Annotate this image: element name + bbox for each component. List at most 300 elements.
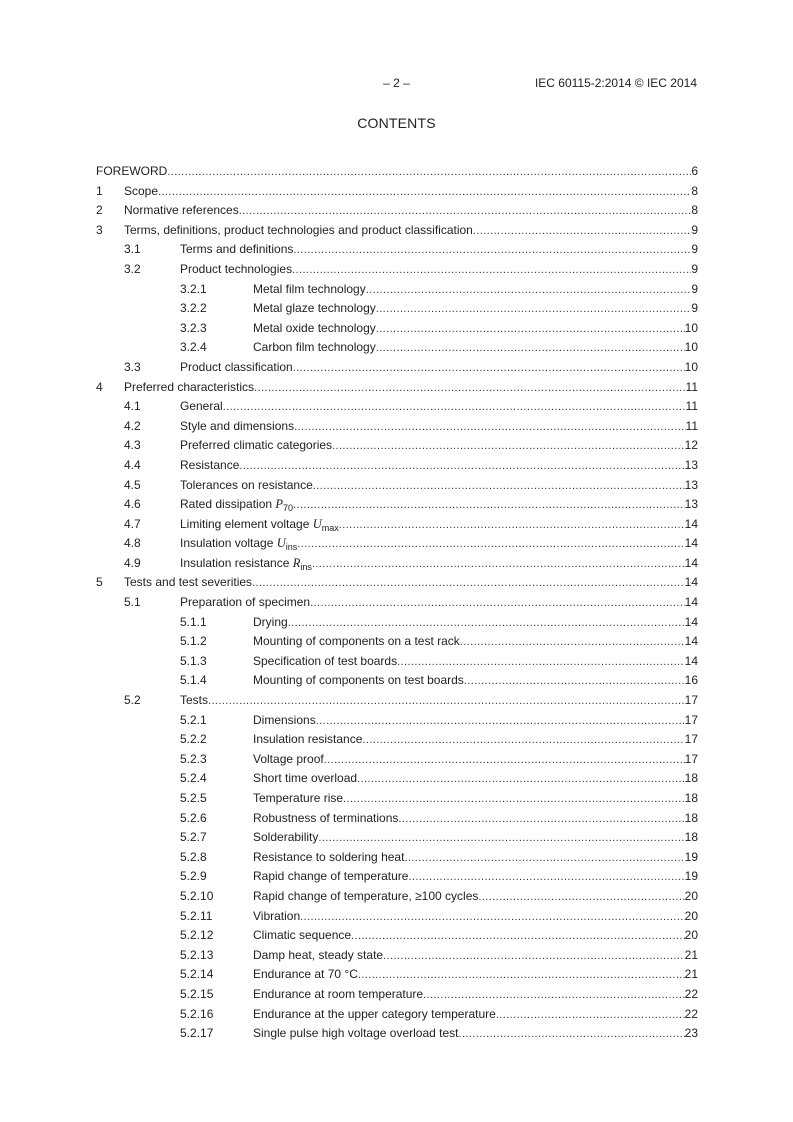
toc-entry-title: Rapid change of temperature <box>253 869 409 884</box>
toc-entry-page: 18 <box>684 810 698 825</box>
toc-entry-line <box>253 866 698 887</box>
toc-dot-leader <box>310 593 685 613</box>
toc-dot-leader <box>473 221 691 241</box>
toc-entry-page: 13 <box>684 477 698 492</box>
toc-entry-title: Endurance at the upper category temperature <box>253 1006 496 1021</box>
toc-entry-heading <box>180 239 293 259</box>
toc-dot-leader <box>239 201 692 221</box>
toc-entry-line <box>124 377 698 398</box>
toc-entry[interactable] <box>96 749 698 769</box>
toc-entry-page: 9 <box>691 222 698 237</box>
toc-entry-title: Normative references <box>124 203 239 218</box>
toc-dot-leader <box>293 495 685 515</box>
toc-entry-number: 3.1 <box>124 242 141 257</box>
toc-entry-line <box>253 1004 698 1025</box>
toc-entry[interactable] <box>96 984 698 1004</box>
toc-entry-heading <box>253 631 460 651</box>
toc-entry-symbol-subscript: max <box>321 522 339 533</box>
toc-entry[interactable] <box>96 200 698 220</box>
toc-entry-symbol-subscript: ins <box>300 561 312 572</box>
toc-entry-heading <box>253 710 316 730</box>
toc-entry[interactable] <box>96 808 698 828</box>
toc-entry-number: 3.2 <box>124 261 141 276</box>
toc-entry-page: 11 <box>685 379 698 394</box>
toc-entry-line <box>253 612 698 633</box>
toc-dot-leader <box>423 985 685 1005</box>
toc-dot-leader <box>316 711 685 731</box>
toc-entry-title: Endurance at 70 °C <box>253 967 358 982</box>
toc-entry-line <box>253 827 698 848</box>
toc-entry-heading <box>253 906 300 926</box>
toc-entry[interactable] <box>96 710 698 730</box>
toc-entry-title: Specification of test boards <box>253 653 398 668</box>
toc-entry-number: 5.2.10 <box>180 888 214 903</box>
toc-entry-heading <box>253 670 464 690</box>
toc-entry[interactable] <box>96 279 698 299</box>
toc-entry-title: Terms and definitions <box>180 242 294 257</box>
toc-entry-number: 5.2.14 <box>180 967 214 982</box>
toc-entry-line <box>253 886 698 907</box>
toc-entry-number: 5.1.4 <box>180 673 207 688</box>
toc-dot-leader <box>383 946 685 966</box>
toc-entry-number: 4 <box>96 379 103 394</box>
toc-entry[interactable] <box>96 768 698 788</box>
toc-entry-page: 11 <box>685 418 698 433</box>
toc-entry-heading <box>253 612 288 632</box>
toc-entry-title: Robustness of terminations <box>253 810 399 825</box>
toc-entry-number: 3.2.1 <box>180 281 207 296</box>
toc-entry-number: 5.2.12 <box>180 928 214 943</box>
toc-entry-line <box>180 239 698 260</box>
toc-entry[interactable] <box>96 337 698 357</box>
toc-entry-page: 16 <box>684 673 698 688</box>
toc-entry-title: Resistance <box>180 457 240 472</box>
toc-entry-number: 5.2.3 <box>180 751 207 766</box>
toc-entry-line <box>180 553 698 574</box>
contents-title: CONTENTS <box>357 115 436 131</box>
toc-dot-leader <box>292 260 691 280</box>
toc-entry[interactable] <box>96 729 698 749</box>
toc-entry-heading <box>180 690 208 710</box>
toc-entry-page: 14 <box>684 536 698 551</box>
toc-dot-leader <box>343 789 685 809</box>
toc-entry-page: 10 <box>684 359 698 374</box>
toc-entry-title: Metal film technology <box>253 281 366 296</box>
toc-dot-leader <box>464 671 685 691</box>
toc-entry-heading <box>253 1023 458 1043</box>
toc-entry-number: 5.2.4 <box>180 771 207 786</box>
toc-entry-heading <box>253 945 383 965</box>
toc-entry-page: 14 <box>684 653 698 668</box>
toc-entry-page: 17 <box>684 712 698 727</box>
toc-entry-number: 5.2.9 <box>180 869 207 884</box>
toc-entry-heading <box>253 749 324 769</box>
toc-entry-number: 5.2.5 <box>180 791 207 805</box>
toc-dot-leader <box>318 828 684 848</box>
toc-entry-page: 17 <box>684 693 698 708</box>
toc-entry-page: 18 <box>684 791 698 805</box>
toc-entry-line <box>253 651 698 672</box>
toc-entry-number: 4.9 <box>124 555 141 570</box>
toc-entry-title: Short time overload <box>253 771 358 786</box>
toc-entry[interactable] <box>96 651 698 671</box>
toc-entry-title: Rated dissipation <box>180 497 276 512</box>
toc-entry[interactable] <box>96 494 698 514</box>
toc-entry-page: 22 <box>684 986 698 1001</box>
toc-entry-line <box>253 906 698 927</box>
toc-dot-leader <box>397 652 685 672</box>
toc-entry-title: Damp heat, steady state <box>253 947 384 962</box>
toc-entry[interactable] <box>96 612 698 632</box>
toc-dot-leader <box>358 965 685 985</box>
toc-entry-title: Terms, definitions, product technologies and product classification <box>124 222 473 237</box>
toc-dot-leader <box>293 358 685 378</box>
toc-entry-number: 5.1.1 <box>180 614 207 629</box>
toc-entry-line <box>253 984 698 1005</box>
toc-entry-heading <box>253 866 408 886</box>
toc-entry-line <box>253 945 698 966</box>
toc-entry[interactable] <box>96 514 698 534</box>
toc-entry-page: 22 <box>684 1006 698 1021</box>
toc-entry-heading <box>180 416 294 436</box>
toc-entry-title: General <box>180 399 223 414</box>
toc-entry-page: 9 <box>691 301 698 316</box>
toc-entry-line <box>124 572 698 593</box>
toc-entry-line <box>180 416 698 437</box>
toc-entry-title: Metal glaze technology <box>253 301 376 316</box>
toc-entry-number: 3 <box>96 222 103 237</box>
toc-entry-page: 20 <box>684 908 698 923</box>
toc-entry[interactable] <box>96 259 698 279</box>
toc-entry-line <box>180 357 698 378</box>
toc-entry-title: Vibration <box>253 908 301 923</box>
toc-entry-number: 5.2.16 <box>180 1006 214 1021</box>
toc-entry-title: Endurance at room temperature <box>253 986 424 1001</box>
toc-entry-number: 5 <box>96 575 103 590</box>
toc-entry[interactable] <box>96 475 698 495</box>
toc-entry[interactable] <box>96 906 698 926</box>
toc-entry-title: Carbon film technology <box>253 340 376 355</box>
toc-entry-number: 4.1 <box>124 399 141 414</box>
toc-entry-page: 9 <box>691 242 698 257</box>
toc-entry-heading <box>253 318 376 338</box>
toc-dot-leader <box>223 397 686 417</box>
toc-entry-title: Preferred climatic categories <box>180 438 333 453</box>
toc-entry-title: Tests <box>180 693 209 708</box>
toc-entry-page: 6 <box>691 164 698 178</box>
toc-entry-line <box>180 435 698 456</box>
toc-entry[interactable] <box>96 357 698 377</box>
toc-entry[interactable] <box>96 416 698 436</box>
toc-entry-title: Tolerances on resistance <box>180 477 313 492</box>
toc-entry-page: 8 <box>691 203 698 218</box>
toc-entry[interactable] <box>96 866 698 886</box>
toc-entry-title: Single pulse high voltage overload test <box>253 1026 459 1041</box>
toc-entry-number: 5.1.3 <box>180 653 207 668</box>
page-number: – 2 – <box>383 76 410 90</box>
toc-entry-heading <box>253 847 404 867</box>
toc-entry-symbol: P <box>275 497 284 512</box>
toc-entry-line <box>180 396 698 417</box>
toc-entry-number: 5.2.7 <box>180 830 207 845</box>
toc-entry-page: 8 <box>691 183 698 198</box>
toc-entry[interactable] <box>96 533 698 553</box>
toc-entry[interactable] <box>96 396 698 416</box>
toc-entry[interactable] <box>96 239 698 259</box>
toc-dot-leader <box>398 809 684 829</box>
toc-dot-leader <box>460 632 685 652</box>
table-of-contents <box>96 161 698 1043</box>
toc-entry-number: 4.4 <box>124 457 141 472</box>
toc-entry-heading <box>124 377 254 397</box>
toc-entry-line <box>253 964 698 985</box>
toc-entry-heading <box>253 279 366 299</box>
toc-entry-page: 13 <box>684 457 698 472</box>
toc-entry-number: 5.2.1 <box>180 712 207 727</box>
toc-entry-page: 12 <box>684 438 698 453</box>
toc-entry-number: 5.2.15 <box>180 986 214 1001</box>
toc-entry-page: 19 <box>684 869 698 884</box>
toc-entry-heading <box>253 788 343 808</box>
toc-entry-number: 4.5 <box>124 477 141 492</box>
toc-entry-title: Dimensions <box>253 712 316 727</box>
toc-entry[interactable] <box>96 455 698 475</box>
toc-entry-heading <box>180 494 293 514</box>
toc-entry[interactable] <box>96 298 698 318</box>
toc-entry-page: 14 <box>684 614 698 629</box>
toc-entry-line <box>253 1023 698 1044</box>
toc-entry[interactable] <box>96 945 698 965</box>
toc-entry-heading <box>180 553 312 573</box>
toc-entry[interactable] <box>96 181 698 201</box>
toc-entry-number: 5.2.11 <box>180 908 213 923</box>
toc-entry-title: Drying <box>253 614 288 629</box>
toc-entry-number: 2 <box>96 203 103 218</box>
toc-entry-heading <box>253 768 357 788</box>
toc-entry-line <box>253 768 698 789</box>
toc-entry[interactable] <box>96 220 698 240</box>
toc-entry-line <box>180 592 698 613</box>
toc-entry-heading <box>253 964 358 984</box>
toc-entry-number: 3.3 <box>124 359 141 374</box>
toc-dot-leader <box>376 319 685 339</box>
toc-entry-line <box>253 318 698 339</box>
toc-dot-leader <box>324 750 685 770</box>
toc-entry-symbol: R <box>292 555 301 570</box>
toc-entry-line <box>253 808 698 829</box>
toc-dot-leader <box>158 182 691 202</box>
toc-entry-page: 14 <box>684 516 698 531</box>
toc-entry-heading <box>124 200 239 220</box>
toc-entry-page: 14 <box>684 634 698 649</box>
toc-entry-page: 9 <box>691 261 698 276</box>
toc-dot-leader <box>254 378 685 398</box>
toc-dot-leader <box>376 338 685 358</box>
toc-dot-leader <box>332 436 685 456</box>
toc-dot-leader <box>366 280 692 300</box>
toc-entry-title: Limiting element voltage <box>180 516 313 531</box>
toc-entry[interactable] <box>96 572 698 592</box>
toc-entry-number: 5.1.2 <box>180 634 207 649</box>
toc-entry-heading <box>124 181 158 201</box>
toc-dot-leader <box>357 769 685 789</box>
toc-entry-page: 20 <box>684 888 698 903</box>
toc-entry[interactable] <box>96 788 698 808</box>
toc-entry-page: 23 <box>684 1026 698 1041</box>
toc-entry-page: 17 <box>684 732 698 747</box>
toc-entry-title: Scope <box>124 183 159 198</box>
toc-entry-symbol: U <box>276 536 286 551</box>
toc-entry-number: 3.2.2 <box>180 301 207 316</box>
toc-entry-number: 4.6 <box>124 497 141 512</box>
toc-entry-page: 9 <box>691 281 698 296</box>
toc-entry-line <box>96 161 698 182</box>
toc-entry-page: 10 <box>684 340 698 355</box>
toc-entry-heading <box>253 827 318 847</box>
toc-entry-heading <box>124 572 252 592</box>
toc-entry-page: 14 <box>684 595 698 610</box>
toc-entry-page: 11 <box>685 399 698 414</box>
toc-dot-leader <box>297 534 684 554</box>
toc-entry-title: Mounting of components on test boards <box>253 673 464 688</box>
toc-entry-symbol-subscript: 70 <box>283 503 294 514</box>
toc-entry-heading <box>180 357 293 377</box>
toc-entry-heading <box>96 161 167 181</box>
toc-entry[interactable] <box>96 435 698 455</box>
toc-entry-title: Temperature rise <box>253 791 344 805</box>
toc-entry-number: 5.2.6 <box>180 810 207 825</box>
toc-entry[interactable] <box>96 670 698 690</box>
toc-entry-heading <box>253 984 423 1004</box>
toc-entry[interactable] <box>96 631 698 651</box>
toc-entry-page: 18 <box>684 830 698 845</box>
toc-entry-page: 20 <box>684 928 698 943</box>
toc-entry-number: 5.1 <box>124 595 141 610</box>
toc-entry-symbol: U <box>312 516 322 531</box>
toc-dot-leader <box>339 515 685 535</box>
toc-dot-leader <box>404 848 684 868</box>
toc-dot-leader <box>239 456 684 476</box>
toc-dot-leader <box>362 730 684 750</box>
toc-entry-line <box>253 631 698 652</box>
toc-entry[interactable] <box>96 377 698 397</box>
toc-entry[interactable] <box>96 318 698 338</box>
toc-entry-line <box>253 670 698 691</box>
toc-entry-heading <box>180 396 223 416</box>
toc-entry[interactable] <box>96 827 698 847</box>
toc-entry[interactable] <box>96 847 698 867</box>
toc-entry-title: Resistance to soldering heat <box>253 849 405 864</box>
toc-entry-number: 5.2.17 <box>180 1026 214 1041</box>
toc-entry[interactable] <box>96 1023 698 1043</box>
toc-entry-title: Insulation resistance <box>253 732 363 747</box>
toc-entry-heading <box>253 808 398 828</box>
toc-entry[interactable] <box>96 690 698 710</box>
toc-entry-title: Preferred characteristics <box>124 379 255 394</box>
toc-entry[interactable] <box>96 592 698 612</box>
toc-entry-line <box>180 259 698 280</box>
toc-entry-title: Insulation voltage <box>180 536 277 551</box>
toc-dot-leader <box>293 240 691 260</box>
toc-dot-leader <box>313 476 685 496</box>
toc-entry-page: 13 <box>684 497 698 512</box>
toc-entry-heading <box>180 475 313 495</box>
toc-entry[interactable] <box>96 925 698 945</box>
toc-entry-title: Mounting of components on a test rack <box>253 634 460 649</box>
toc-entry-page: 14 <box>684 575 698 590</box>
toc-entry-heading <box>253 298 376 318</box>
toc-dot-leader <box>300 907 684 927</box>
toc-entry-heading <box>124 220 473 240</box>
toc-entry-heading <box>253 925 351 945</box>
toc-dot-leader <box>252 573 685 593</box>
toc-entry-page: 19 <box>684 849 698 864</box>
toc-entry-number: 3.2.3 <box>180 320 207 335</box>
toc-entry[interactable] <box>96 1004 698 1024</box>
toc-entry-line <box>180 690 698 711</box>
toc-entry-heading <box>253 651 397 671</box>
toc-dot-leader <box>167 162 691 182</box>
toc-entry-heading <box>253 729 362 749</box>
toc-entry-heading <box>180 435 332 455</box>
toc-entry-line <box>253 279 698 300</box>
toc-dot-leader <box>351 926 685 946</box>
toc-entry-line <box>253 337 698 358</box>
toc-entry-number: 5.2.8 <box>180 849 207 864</box>
toc-entry-page: 17 <box>684 751 698 766</box>
toc-entry-heading <box>253 1004 496 1024</box>
toc-entry-title: Metal oxide technology <box>253 320 376 335</box>
toc-entry-page: 14 <box>684 555 698 570</box>
toc-entry[interactable] <box>96 553 698 573</box>
toc-entry[interactable] <box>96 886 698 906</box>
toc-entry-heading <box>180 514 339 534</box>
toc-entry-title: FOREWORD <box>96 164 168 178</box>
toc-entry-line <box>124 220 698 241</box>
toc-dot-leader <box>458 1024 684 1044</box>
page-header <box>96 76 697 92</box>
toc-entry-heading <box>180 533 297 553</box>
toc-entry-heading <box>180 455 239 475</box>
toc-entry-page: 10 <box>684 320 698 335</box>
toc-entry-line <box>180 455 698 476</box>
toc-dot-leader <box>408 867 684 887</box>
toc-entry-title: Preparation of specimen <box>180 595 311 610</box>
toc-entry-title: Insulation resistance <box>180 555 293 570</box>
document-reference: IEC 60115-2:2014 © IEC 2014 <box>534 76 697 90</box>
toc-entry-title: Solderability <box>253 830 319 845</box>
toc-entry-number: 1 <box>96 183 103 198</box>
toc-dot-leader <box>312 554 685 574</box>
toc-entry-title: Voltage proof <box>253 751 324 766</box>
toc-entry-line <box>253 298 698 319</box>
toc-entry-line <box>180 494 698 515</box>
toc-entry-line <box>253 749 698 770</box>
toc-entry-heading <box>180 259 292 279</box>
toc-entry-line <box>253 788 698 809</box>
toc-entry-heading <box>253 337 376 357</box>
toc-entry-title: Rapid change of temperature, ≥100 cycles <box>253 888 479 903</box>
toc-entry-page: 18 <box>684 771 698 786</box>
toc-entry[interactable] <box>96 964 698 984</box>
toc-entry-number: 5.2.2 <box>180 732 207 747</box>
toc-entry[interactable] <box>96 161 698 181</box>
toc-entry-title: Tests and test severities <box>124 575 253 590</box>
toc-entry-number: 3.2.4 <box>180 340 207 355</box>
toc-entry-page: 21 <box>684 947 698 962</box>
toc-entry-symbol-subscript: ins <box>285 542 298 553</box>
toc-entry-line <box>180 475 698 496</box>
